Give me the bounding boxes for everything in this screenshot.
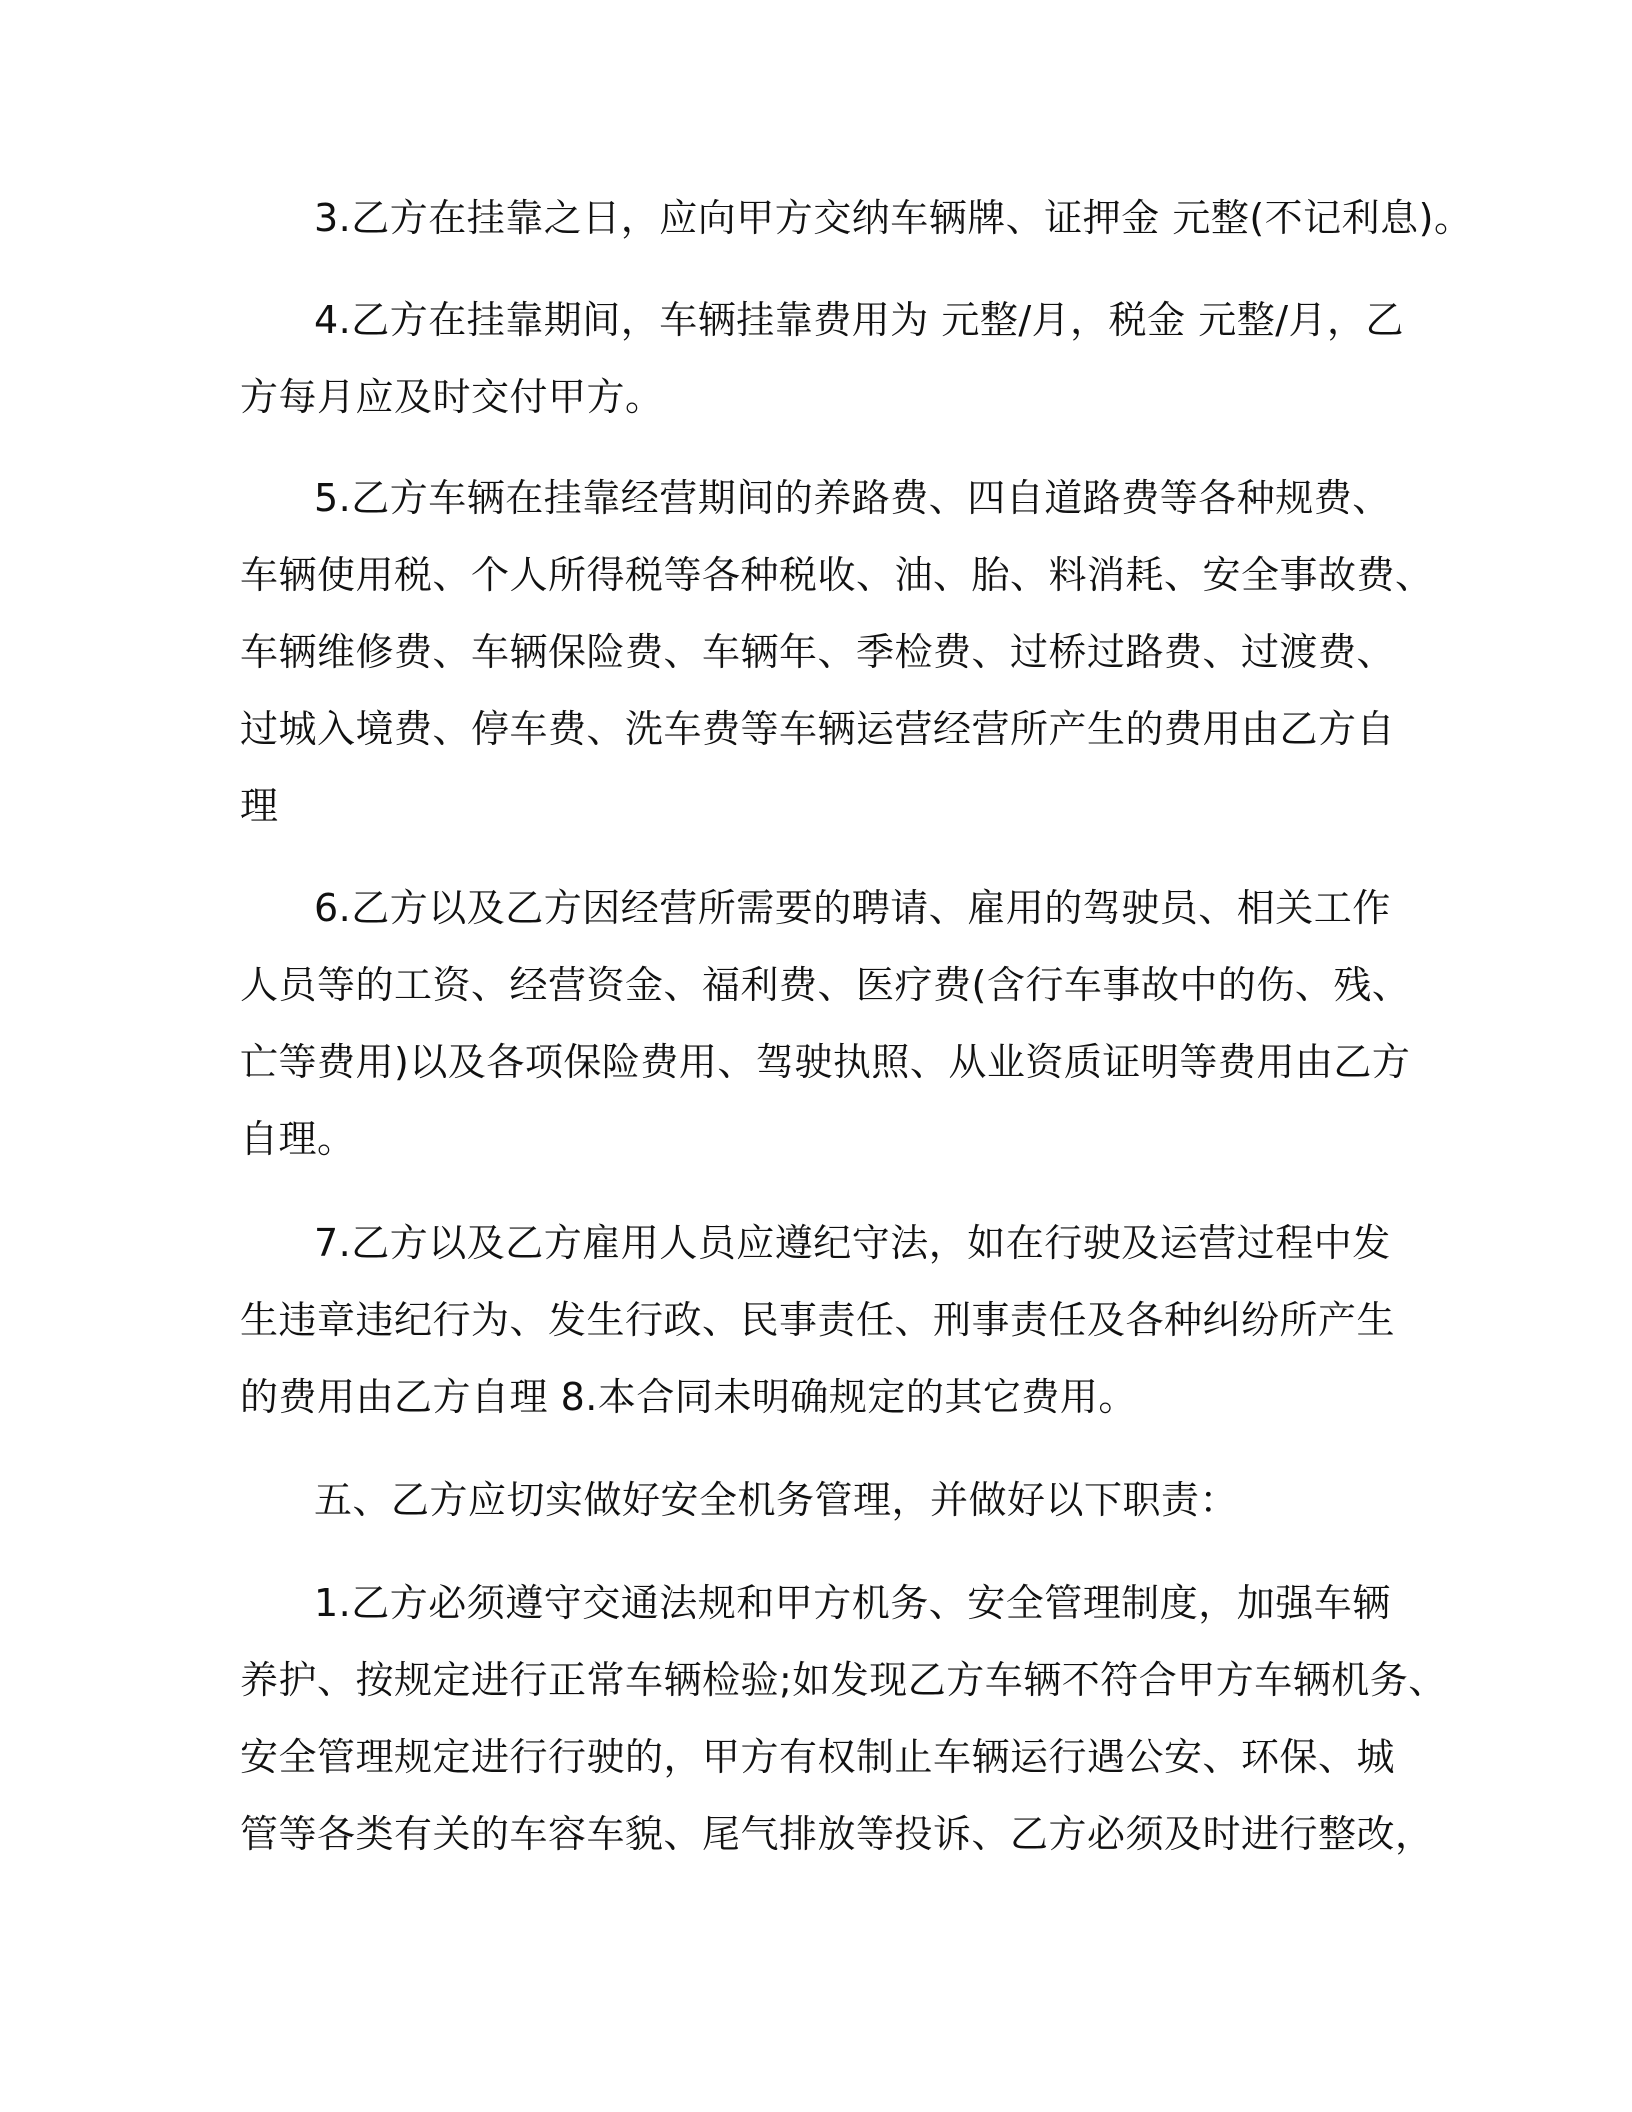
text-line: 5.乙方车辆在挂靠经营期间的养路费、四自道路费等各种规费、 (314, 476, 1391, 520)
text-line: 亡等费用)以及各项保险费用、驾驶执照、从业资质证明等费用由乙方 (240, 1040, 1411, 1084)
clause-4 (240, 282, 1420, 436)
text-line: 安全管理规定进行行驶的，甲方有权制止车辆运行遇公安、环保、城 (240, 1735, 1396, 1779)
text-line: 方每月应及时交付甲方。 (240, 375, 664, 419)
text-line: 自理。 (240, 1117, 356, 1161)
text-line: 的费用由乙方自理 8.本合同未明确规定的其它费用。 (240, 1375, 1137, 1419)
text-line: 3.乙方在挂靠之日，应向甲方交纳车辆牌、证押金 元整(不记利息)。 (314, 196, 1473, 240)
text-line: 养护、按规定进行正常车辆检验;如发现乙方车辆不符合甲方车辆机务、 (240, 1658, 1447, 1702)
clause-7 (240, 1205, 1420, 1436)
text-line: 五、乙方应切实做好安全机务管理，并做好以下职责： (314, 1478, 1239, 1522)
text-line: 1.乙方必须遵守交通法规和甲方机务、安全管理制度，加强车辆 (314, 1581, 1391, 1625)
text-line: 4.乙方在挂靠期间，车辆挂靠费用为 元整/月，税金 元整/月，乙 (314, 298, 1405, 342)
text-line: 6.乙方以及乙方因经营所需要的聘请、雇用的驾驶员、相关工作 (314, 886, 1391, 930)
text-line: 生违章违纪行为、发生行政、民事责任、刑事责任及各种纠纷所产生 (240, 1298, 1396, 1342)
text-line: 车辆维修费、车辆保险费、车辆年、季检费、过桥过路费、过渡费、 (240, 630, 1396, 674)
text-line: 管等各类有关的车容车貌、尾气排放等投诉、乙方必须及时进行整改， (240, 1812, 1434, 1856)
section-5-clause-1 (240, 1565, 1447, 1873)
clause-3 (240, 180, 1473, 257)
text-line: 车辆使用税、个人所得税等各种税收、油、胎、料消耗、安全事故费、 (240, 553, 1434, 597)
section-5-heading (240, 1462, 1420, 1539)
clause-6 (240, 870, 1420, 1178)
text-line: 7.乙方以及乙方雇用人员应遵纪守法，如在行驶及运营过程中发 (314, 1221, 1391, 1265)
text-line: 过城入境费、停车费、洗车费等车辆运营经营所产生的费用由乙方自 (240, 707, 1396, 751)
text-line: 理 (240, 784, 279, 828)
text-line: 人员等的工资、经营资金、福利费、医疗费(含行车事故中的伤、残、 (240, 963, 1411, 1007)
clause-5 (240, 460, 1434, 845)
